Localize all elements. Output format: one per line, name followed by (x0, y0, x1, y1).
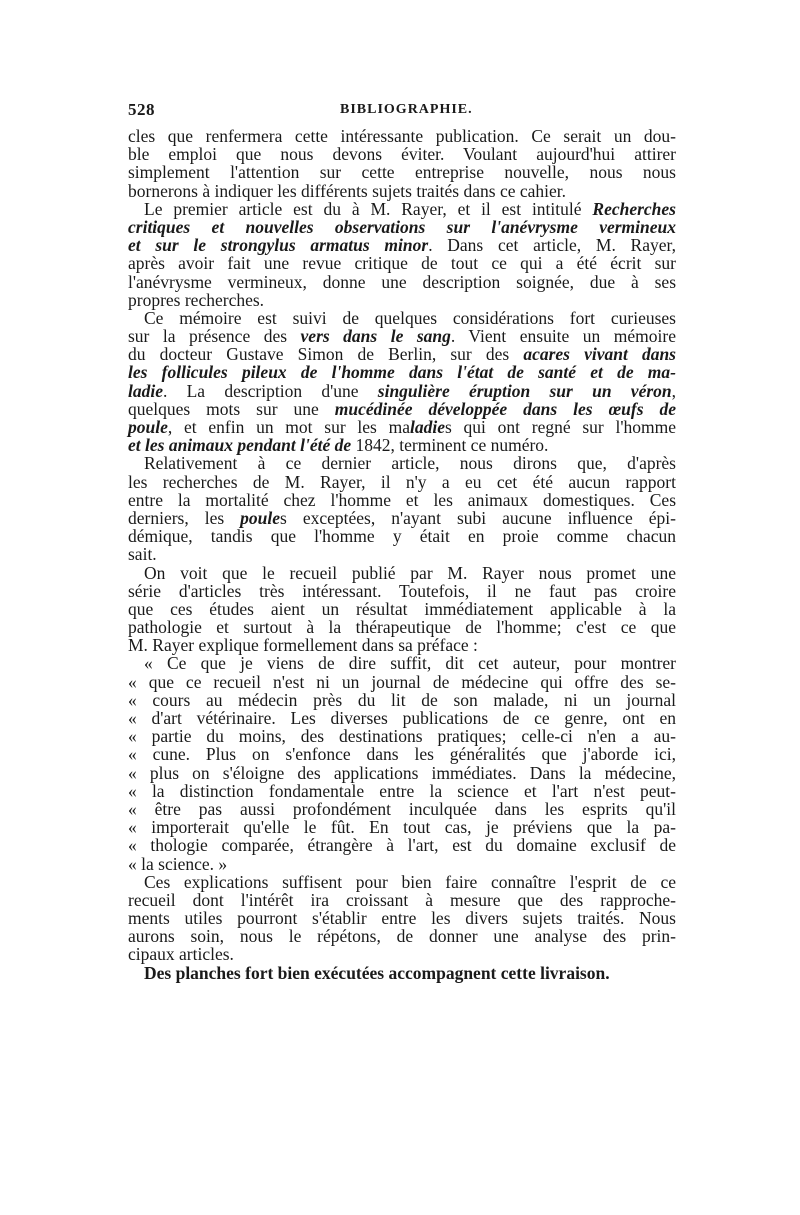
text-line: entre la mortalité chez l'homme et les animaux domestiques. Ces (128, 489, 676, 510)
text-line: Ces explications suffisent pour bien faire connaître l'esprit de ce (144, 871, 676, 892)
text-line: Relativement à ce dernier article, nous dirons que, d'après (144, 453, 676, 474)
text-line: du docteur Gustave Simon de Berlin, sur des acares vivant dans (128, 344, 676, 365)
quote-line: « la distinction fondamentale entre la science et l'art n'est peut- (128, 780, 676, 801)
text-line: pathologie et surtout à la thérapeutique de l'homme; c'est ce que (128, 617, 676, 638)
text-line: bornerons à indiquer les différents sujets traités dans ce cahier. (128, 180, 567, 201)
text-line: ladie. La description d'une singulière éruption sur un véron, (128, 380, 676, 401)
quote-line: « plus on s'éloigne des applications immédiates. Dans la médecine, (128, 762, 676, 783)
text-line: poule, et enfin un mot sur les maladies qui ont regné sur l'homme (128, 417, 676, 437)
text-line: quelques mots sur une mucédinée développée dans les œufs de (128, 398, 676, 419)
text-line: les follicules pileux de l'homme dans l'état de santé et de ma- (128, 362, 676, 383)
text-line: cipaux articles. (128, 944, 234, 965)
page-number: 528 (128, 100, 155, 119)
page-header (128, 100, 676, 122)
text-line: l'anévrysme vermineux, donne une description soignée, due à ses (128, 271, 676, 292)
text-line: Ce mémoire est suivi de quelques considérations fort curieuses (144, 307, 676, 328)
quote-line: « thologie comparée, étrangère à l'art, est du domaine exclusif de (128, 835, 676, 856)
quote-line: « importerait qu'elle le fût. En tout cas, je préviens que la pa- (128, 817, 676, 838)
quote-line: « être pas aussi profondément inculquée dans les esprits qu'il (128, 798, 676, 819)
text-line: ments utiles pourront s'établir entre les divers sujets traités. Nous (128, 908, 676, 929)
quote-line: « cours au médecin près du lit de son malade, ni un journal (128, 689, 676, 710)
running-title: BIBLIOGRAPHIE. (340, 102, 473, 117)
text-line: que ces études aient un résultat immédiatement applicable à la (128, 598, 676, 619)
quote-line: « la science. » (128, 853, 228, 874)
text-line: aurons soin, nous le répétons, de donner une analyse des prin- (128, 926, 676, 947)
text-line: Des planches fort bien exécutées accompagnent cette livraison. (144, 962, 610, 983)
text-line: simplement l'attention sur cette entreprise nouvelle, nous nous (128, 162, 676, 183)
text-line: sur la présence des vers dans le sang. Vient ensuite un mémoire (128, 326, 676, 347)
quote-line: « Ce que je viens de dire suffit, dit cet auteur, pour montrer (144, 653, 676, 674)
text-line: série d'articles très intéressant. Toutefois, il ne faut pas croire (128, 580, 676, 601)
text-line: les recherches de M. Rayer, il n'y a eu cet été aucun rapport (128, 471, 676, 492)
text-line: et les animaux pendant l'été de 1842, terminent ce numéro. (128, 435, 549, 456)
text-line: critiques et nouvelles observations sur l'anévrysme vermineux (128, 216, 676, 237)
text-line: sait. (128, 544, 157, 565)
text-line: cles que renfermera cette intéressante publication. Ce serait un dou- (128, 126, 676, 146)
quote-line: « cune. Plus on s'enfonce dans les généralités que j'aborde ici, (128, 744, 676, 765)
text-line: Le premier article est du à M. Rayer, et il est intitulé Recherches (144, 198, 676, 219)
body-text (128, 127, 676, 982)
text-line: derniers, les poules exceptées, n'ayant subi aucune influence épi- (128, 507, 676, 528)
text-line: On voit que le recueil publié par M. Rayer nous promet une (144, 562, 676, 583)
quote-line: « partie du moins, des destinations pratiques; celle-ci n'en a au- (128, 726, 676, 747)
text-line: recueil dont l'intérêt ira croissant à mesure que des rapproche- (128, 889, 676, 910)
text-line: propres recherches. (128, 289, 265, 310)
text-line: et sur le strongylus armatus minor. Dans cet article, M. Rayer, (128, 235, 676, 256)
text-line: ble emploi que nous devons éviter. Voulant aujourd'hui attirer (128, 144, 676, 165)
quote-line: « d'art vétérinaire. Les diverses publications de ce genre, ont en (128, 708, 676, 728)
text-line: M. Rayer explique formellement dans sa préface : (128, 635, 478, 656)
text-line: démique, tandis que l'homme y était en proie comme chacun (128, 526, 676, 547)
quote-line: « que ce recueil n'est ni un journal de médecine qui offre des se- (128, 671, 676, 692)
text-line: après avoir fait une revue critique de tout ce qui a été écrit sur (128, 253, 676, 274)
